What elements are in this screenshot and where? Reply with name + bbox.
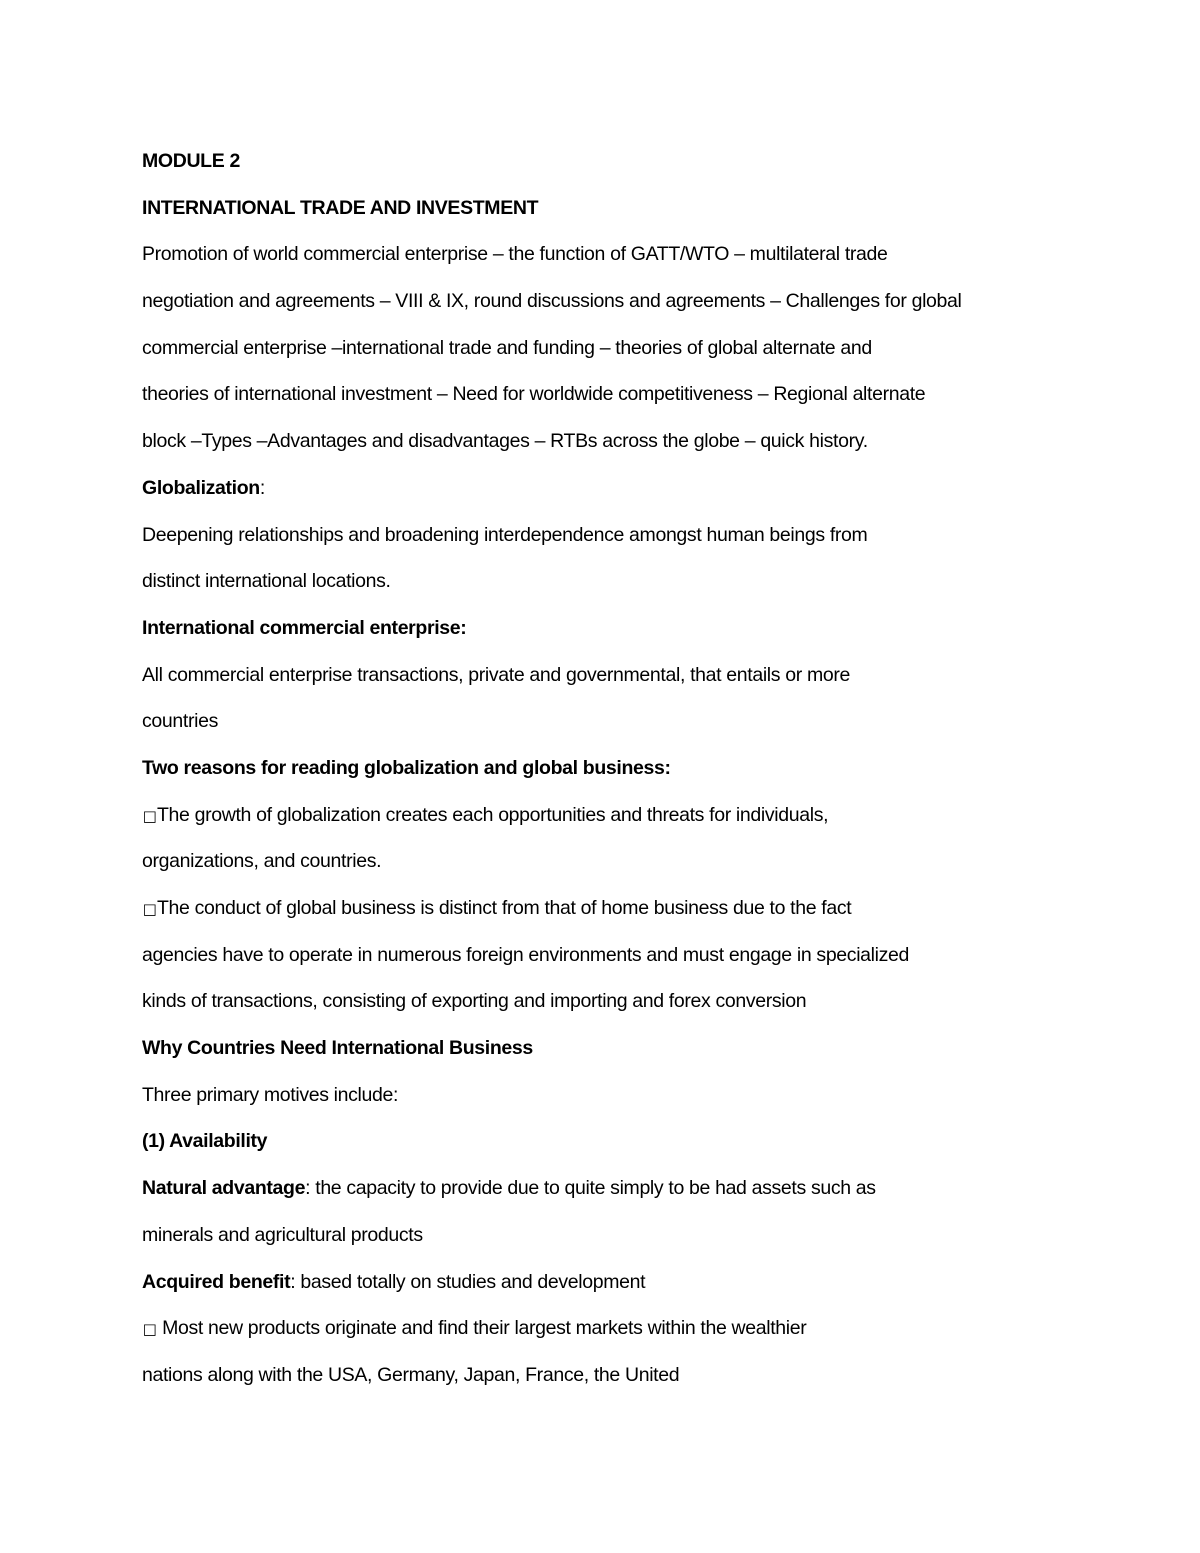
motives-line: Three primary motives include: — [142, 1083, 399, 1106]
intro-line: theories of international investment – Need for worldwide competitiveness – Regional alternate — [142, 383, 926, 406]
natural-advantage-line: minerals and agricultural products — [142, 1223, 423, 1246]
intro-line: block –Types –Advantages and disadvantages – RTBs across the globe – quick history. — [142, 430, 868, 453]
reason-two-line: kinds of transactions, consisting of exporting and importing and forex conversion — [142, 990, 807, 1013]
reason-two-line — [142, 885, 1072, 932]
globalization-heading: Globalization — [142, 476, 260, 499]
reason-one-line: organizations, and countries. — [142, 850, 382, 873]
intro-line: negotiation and agreements – VIII & IX, round discussions and agreements – Challenges for global — [142, 290, 962, 313]
reason-two-line: agencies have to operate in numerous foreign environments and must engage in specialized — [142, 943, 910, 966]
globalization-definition-line: Deepening relationships and broadening interdependence amongst human beings from — [142, 523, 868, 546]
why-countries-heading: Why Countries Need International Business — [142, 1037, 533, 1060]
new-products-line — [142, 1305, 1072, 1352]
missing-glyph-icon: □ — [142, 900, 157, 918]
intro-line: Promotion of world commercial enterprise – the function of GATT/WTO – multilateral trade — [142, 243, 888, 266]
module-label: MODULE 2 — [142, 150, 240, 172]
reason-one-text: The growth of globalization creates each opportunities and threats for individuals, — [157, 803, 829, 826]
two-reasons-heading: Two reasons for reading globalization and global business: — [142, 756, 671, 779]
new-products-text: Most new products originate and find their largest markets within the wealthier — [157, 1317, 807, 1340]
international-enterprise-definition-line: countries — [142, 710, 218, 733]
natural-advantage-line — [142, 1165, 1072, 1212]
missing-glyph-icon: □ — [142, 1320, 157, 1339]
new-products-line: nations along with the USA, Germany, Japan, France, the United — [142, 1363, 680, 1386]
globalization-heading-colon: : — [259, 476, 265, 499]
globalization-heading-line — [142, 465, 1072, 512]
intro-line: commercial enterprise –international trade and funding – theories of global alternate and — [142, 336, 872, 359]
reason-one-line — [142, 792, 1072, 839]
acquired-benefit-line — [142, 1259, 1072, 1306]
availability-heading: (1) Availability — [142, 1130, 268, 1153]
missing-glyph-icon: □ — [142, 806, 157, 825]
international-enterprise-definition-line: All commercial enterprise transactions, private and governmental, that entails or more — [142, 663, 850, 686]
international-enterprise-heading: International commercial enterprise: — [142, 616, 467, 639]
natural-advantage-text: : the capacity to provide due to quite simply to be had assets such as — [305, 1177, 876, 1200]
reason-two-text: The conduct of global business is distinct from that of home business due to the fact — [157, 897, 852, 919]
acquired-benefit-label: Acquired benefit — [142, 1270, 291, 1293]
document-body — [142, 138, 1072, 1399]
globalization-definition-line: distinct international locations. — [142, 570, 391, 593]
natural-advantage-label: Natural advantage — [142, 1177, 306, 1200]
acquired-benefit-text: : based totally on studies and development — [290, 1270, 646, 1293]
document-title: INTERNATIONAL TRADE AND INVESTMENT — [142, 196, 539, 219]
